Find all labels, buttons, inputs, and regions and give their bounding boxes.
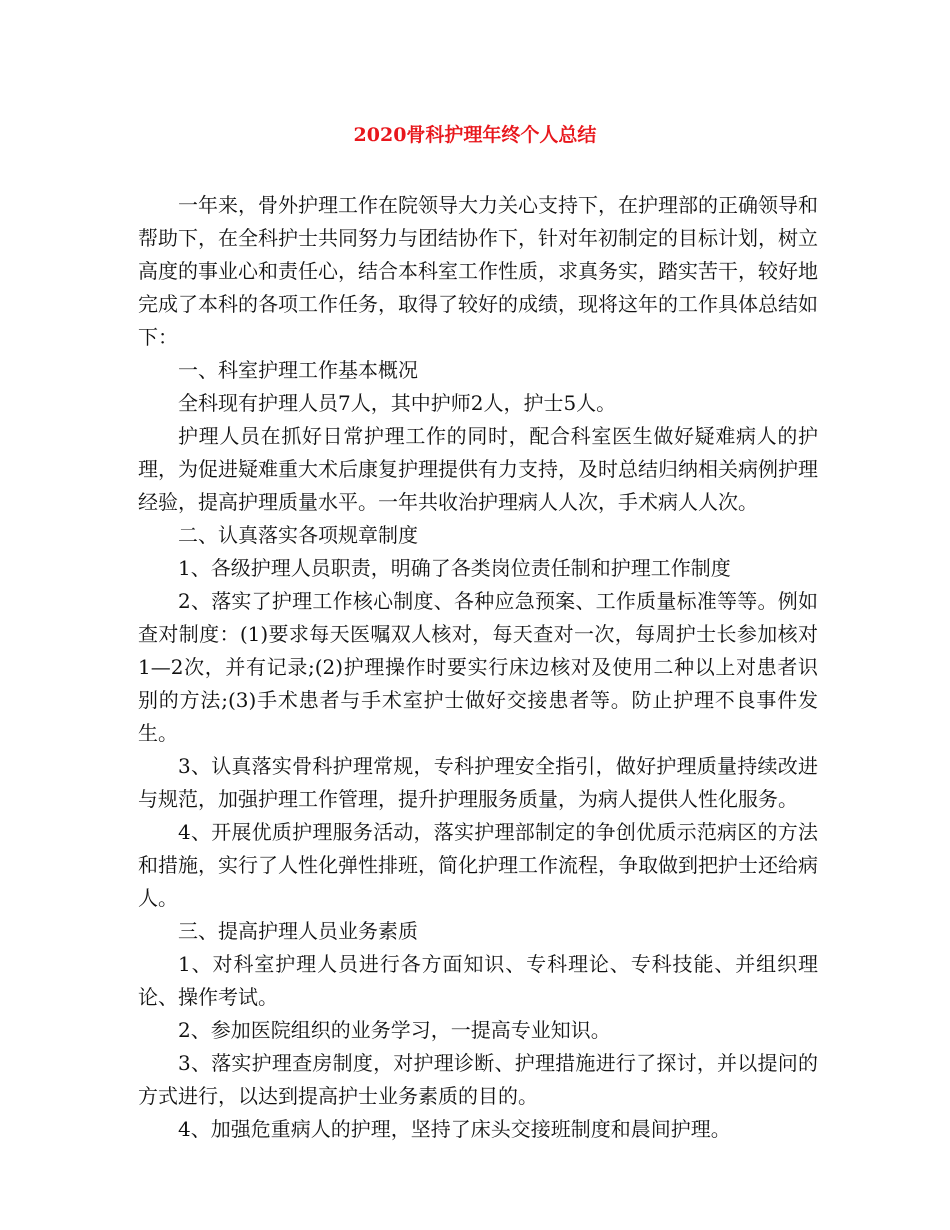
list-item: 4、开展优质护理服务活动，落实护理部制定的争创优质示范病区的方法和措施，实行了人性化弹性排班，简化护理工作流程，争取做到把护士还给病人。 (138, 820, 818, 910)
list-item: 1、各级护理人员职责，明确了各类岗位责任制和护理工作制度 (178, 556, 731, 580)
paragraph-intro: 一年来，骨外护理工作在院领导大力关心支持下，在护理部的正确领导和帮助下，在全科护士共同努力与团结协作下，针对年初制定的目标计划，树立高度的事业心和责任心，结合本科室工作性质，求真务实，踏实苦干，较好地完成了本科的各项工作任务，取得了较好的成绩，现将这年的工作具体总结如下： (138, 193, 818, 349)
list-item: 1、对科室护理人员进行各方面知识、专科理论、专科技能、并组织理论、操作考试。 (138, 952, 818, 1009)
list-item: 2、参加医院组织的业务学习，一提高专业知识。 (178, 1018, 611, 1042)
paragraph: 护理人员在抓好日常护理工作的同时，配合科室医生做好疑难病人的护理，为促进疑难重大术后康复护理提供有力支持，及时总结归纳相关病例护理经验，提高护理质量水平。一年共收治护理病人人次，手术病人人次。 (138, 424, 818, 514)
section-heading-2: 二、认真落实各项规章制度 (178, 523, 418, 547)
document-title: 2020骨科护理年终个人总结 (353, 124, 597, 146)
list-item: 3、落实护理查房制度，对护理诊断、护理措施进行了探讨，并以提问的方式进行，以达到提高护士业务素质的目的。 (138, 1051, 818, 1108)
section-heading-1: 一、科室护理工作基本概况 (178, 358, 418, 382)
document-body (138, 189, 818, 1146)
list-item: 2、落实了护理工作核心制度、各种应急预案、工作质量标准等等。例如查对制度：(1)要求每天医嘱双人核对，每天查对一次，每周护士长参加核对1—2次，并有记录;(2)护理操作时要实行床边核对及使用二种以上对患者识别的方法;(3)手术患者与手术室护士做好交接患者等。防止护理不良事件发生。 (138, 589, 818, 745)
paragraph: 全科现有护理人员7人，其中护师2人，护士5人。 (178, 391, 617, 415)
list-item: 3、认真落实骨科护理常规，专科护理安全指引，做好护理质量持续改进与规范，加强护理工作管理，提升护理服务质量，为病人提供人性化服务。 (138, 754, 818, 811)
section-heading-3: 三、提高护理人员业务素质 (178, 919, 418, 943)
list-item: 4、加强危重病人的护理，坚持了床头交接班制度和晨间护理。 (178, 1117, 731, 1141)
